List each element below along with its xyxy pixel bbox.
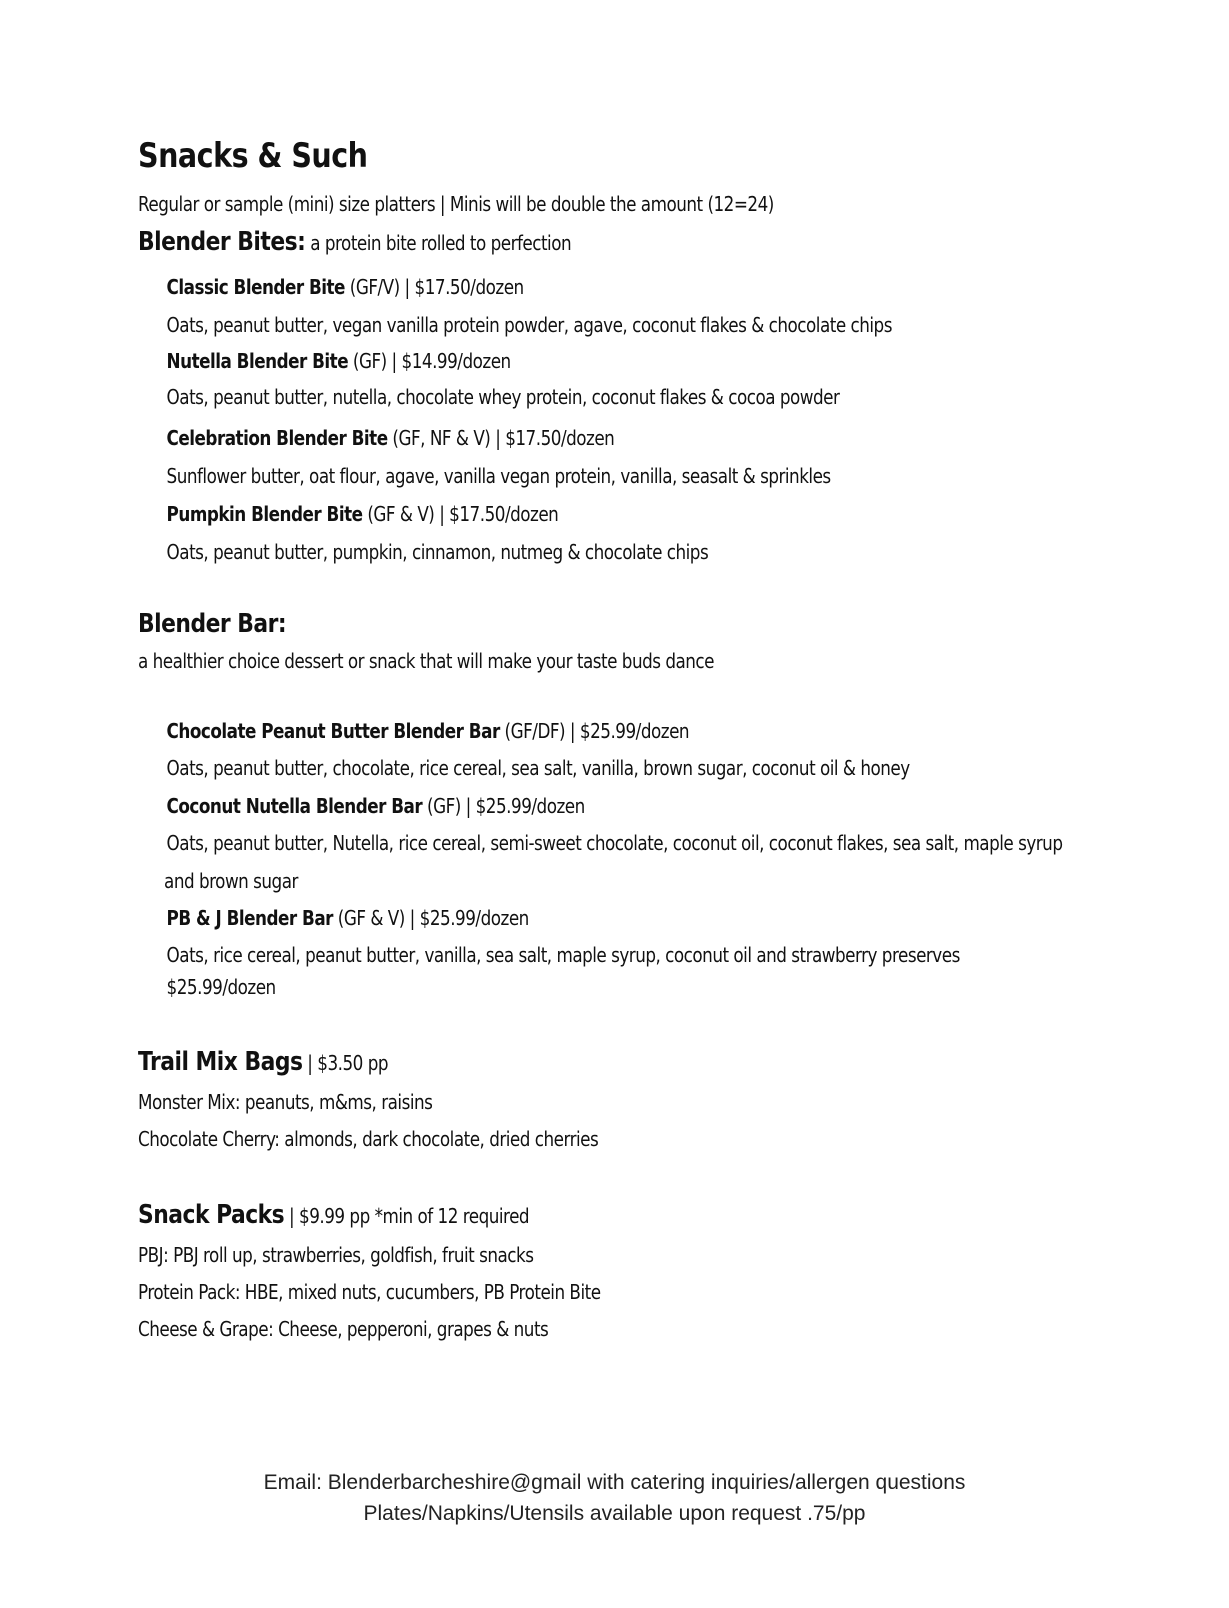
item-info: (GF/DF) | $25.99/dozen: [499, 719, 690, 743]
snack-pack-line: PBJ: PBJ roll up, strawberries, goldfish, fruit snacks: [138, 1243, 534, 1267]
section-price: | $3.50 pp: [302, 1051, 389, 1075]
menu-item-name: [138, 718, 1096, 745]
item-desc-cont: $25.99/dozen: [166, 975, 276, 999]
menu-item-desc: [138, 830, 1096, 895]
item-info: (GF & V) | $17.50/dozen: [362, 502, 559, 526]
item-name: Pumpkin Blender Bite: [166, 502, 363, 526]
blender-bar-heading: Blender Bar:: [138, 609, 287, 639]
trail-mix-line: Monster Mix: peanuts, m&ms, raisins: [138, 1090, 433, 1114]
page-subtitle: Regular or sample (mini) size platters | Minis will be double the amount (12=24): [138, 192, 774, 216]
item-info: (GF & V) | $25.99/dozen: [332, 906, 529, 930]
page-title: Snacks & Such: [138, 136, 368, 176]
item-name: Celebration Blender Bite: [166, 426, 388, 450]
menu-item-desc: [138, 942, 1096, 1001]
section-title: Trail Mix Bags: [138, 1047, 303, 1077]
menu-item-desc: Sunflower butter, oat flour, agave, vanilla vegan protein, vanilla, seasalt & sprinkles: [166, 464, 831, 488]
trail-mix-line: Chocolate Cherry: almonds, dark chocolate, dried cherries: [138, 1127, 599, 1151]
section-tagline: a protein bite rolled to perfection: [305, 231, 572, 255]
item-desc-text: Oats, peanut butter, Nutella, rice cereal, semi-sweet chocolate, coconut oil, coconut flakes, sea salt, maple syrup: [166, 831, 1063, 855]
blender-bar-tagline: a healthier choice dessert or snack that will make your taste buds dance: [138, 649, 715, 673]
item-name: PB & J Blender Bar: [166, 906, 333, 930]
trail-mix-heading: [138, 1046, 1096, 1079]
item-info: (GF) | $14.99/dozen: [348, 349, 511, 373]
menu-item-name: [138, 348, 1096, 375]
section-title: Blender Bites:: [138, 227, 306, 257]
menu-item-name: [138, 501, 1096, 528]
item-info: (GF) | $25.99/dozen: [422, 794, 585, 818]
item-name: Nutella Blender Bite: [166, 349, 349, 373]
snack-pack-line: Cheese & Grape: Cheese, pepperoni, grapes & nuts: [138, 1317, 549, 1341]
blender-bites-heading: [138, 226, 1096, 259]
snack-packs-heading: [138, 1199, 1096, 1232]
footer-plates: Plates/Napkins/Utensils available upon request .75/pp: [363, 1502, 866, 1525]
menu-item-name: [138, 905, 1096, 932]
menu-item-desc: Oats, peanut butter, vegan vanilla protein powder, agave, coconut flakes & chocolate chips: [166, 313, 892, 337]
footer-email: Email: Blenderbarcheshire@gmail with catering inquiries/allergen questions: [263, 1471, 966, 1494]
snack-pack-line: Protein Pack: HBE, mixed nuts, cucumbers, PB Protein Bite: [138, 1280, 601, 1304]
section-title: Snack Packs: [138, 1200, 285, 1230]
item-info: (GF, NF & V) | $17.50/dozen: [387, 426, 615, 450]
menu-item-name: [138, 425, 1096, 452]
menu-content: [138, 136, 1063, 1343]
menu-item-desc: Oats, peanut butter, nutella, chocolate whey protein, coconut flakes & cocoa powder: [166, 385, 840, 409]
menu-item-desc: Oats, peanut butter, pumpkin, cinnamon, nutmeg & chocolate chips: [166, 540, 709, 564]
menu-item-name: [138, 274, 1096, 301]
item-name: Classic Blender Bite: [166, 275, 345, 299]
item-desc-text: Oats, rice cereal, peanut butter, vanilla, sea salt, maple syrup, coconut oil and strawberry preserves: [166, 943, 960, 967]
item-name: Coconut Nutella Blender Bar: [166, 794, 423, 818]
item-info: (GF/V) | $17.50/dozen: [344, 275, 524, 299]
item-desc-cont: and brown sugar: [164, 869, 298, 893]
menu-item-desc: Oats, peanut butter, chocolate, rice cereal, sea salt, vanilla, brown sugar, coconut oil & honey: [166, 756, 910, 780]
menu-item-name: [138, 793, 1096, 820]
item-name: Chocolate Peanut Butter Blender Bar: [166, 719, 500, 743]
section-price: | $9.99 pp *min of 12 required: [284, 1204, 530, 1228]
